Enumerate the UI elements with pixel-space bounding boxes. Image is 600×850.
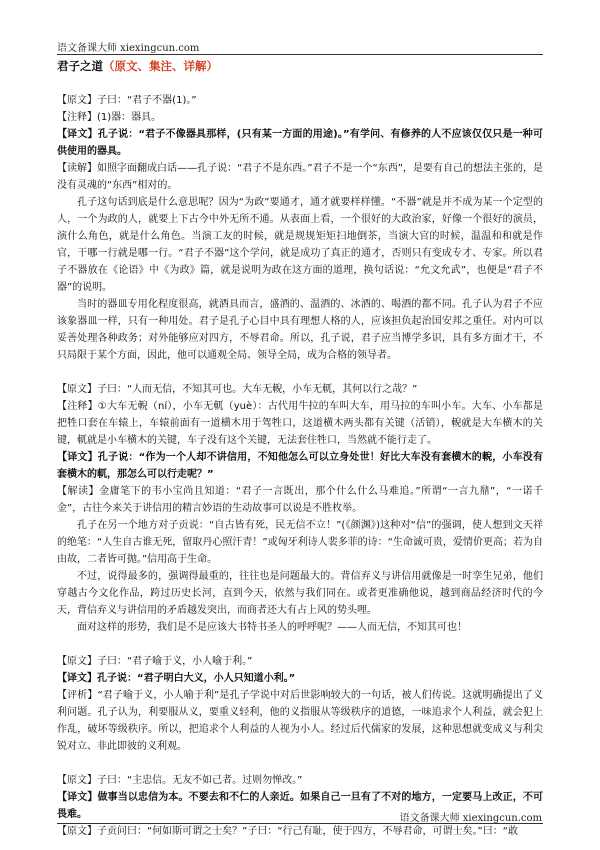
paragraph-dujie-1: 【读解】如照字面翻成白话——孔子说：“君子不是东西。”君子不是一个“东西”，是要有自己的想法主张的，是没有灵魂的“东西”相对的。 (57, 163, 543, 191)
section-gap (57, 636, 543, 653)
paragraph-yiwen-3: 【译文】孔子说：“君子明白大义，小人只知道小利。” (57, 673, 296, 684)
paragraph-yuanwen-1: 【原文】子曰：“君子不器(1)。” (57, 95, 197, 106)
paragraph-zhushi-2: 【注释】①大车无輗（ní），小车无軏（yuè）：古代用牛拉的车叫大车，用马拉的车叫小车。大车、小车都是把牲口套在车辕上，车辕前面有一道横木用于驾牲口，这道横木两头都有关键（活销），輗就是大车横木的关键，軏就是小车横木的关键，车子没有这个关键，无法套住牲口，当然就不能行走了。 (57, 401, 543, 446)
paragraph-yiwen-2: 【译文】孔子说：“作为一个人却不讲信用，不知他怎么可以立身处世！好比大车没有套横木的輗，小车没有套横木的軏，那怎么可以行走呢？” (57, 452, 543, 480)
document-body (57, 92, 543, 840)
paragraph-yiwen-4: 【译文】做事当以忠信为本。不要去和不仁的人亲近。如果自己一旦有了不对的地方，一定要马上改正，不可畏难。 (57, 792, 543, 820)
title-subtitle: （原文、集注、详解） (103, 59, 218, 73)
paragraph-yuanwen-4: 【原文】子曰：“主忠信。无友不如己者。过则勿惮改。” (57, 775, 303, 786)
section-gap (57, 364, 543, 381)
paragraph-body-4: 不过，说得最多的，强调得最重的，往往也是问题最大的。背信弃义与讲信用就像是一时孪生兄弟，他们穿越古今文化作品，跨过历史长河，直到今天，依然与我们同在。或者更准确他说，越到商品经济时代的今天，背信弃义与讲信用的矛盾越发突出，而商者还大有占上风的势头哩。 (57, 571, 543, 616)
paragraph-yuanwen-2: 【原文】子曰：“人而无信，不知其可也。大车无輗，小车无軏，其何以行之哉？” (57, 384, 418, 395)
paragraph-body-3: 孔子在另一个地方对子贡说：“自古皆有死，民无信不立！”(《颜渊》)这种对“信”的强调，使人想到文天祥的绝笔：“人生自古谁无死，留取丹心照汗青！”或匈牙利诗人裴多菲的诗：“生命诚可贵，爱情价更高；若为自由故，二者皆可抛。”信用高于生命。 (57, 520, 543, 565)
title-main: 君子之道 (57, 59, 103, 73)
paragraph-zhushi-1: 【注释】(1)器：器具。 (57, 112, 162, 123)
page-title (57, 58, 218, 74)
paragraph-pingxi-3: 【评析】“君子喻于义，小人喻于利”是孔子学说中对后世影响较大的一句话，被人们传说。这就明确提出了义利问题。孔子认为，利要服从义，要重义轻利，他的义指服从等级秩序的道德，一味追求个人利益，就会犯上作乱，破坏等级秩序。所以，把追求个人利益的人视为小人。经过后代儒家的发展，这种思想就变成义与利尖锐对立、非此即彼的义利观。 (57, 690, 543, 752)
paragraph-body-5: 面对这样的形势，我们是不是应该大书特书圣人的呼呼呢？——人而无信，不知其可也！ (77, 622, 467, 633)
paragraph-yuanwen-3: 【原文】子曰：“君子喻于义，小人喻于利。” (57, 656, 253, 667)
paragraph-body-2: 当时的器皿专用化程度很高，就酒具而言，盛酒的、温酒的、冰酒的、喝酒的都不同。孔子认为君子不应该象器皿一样，只有一种用处。君子是孔子心目中具有理想人格的人，应该担负起治国安邦之重任。对内可以妥善处理各种政务；对外能够应对四方，不辱君命。所以，孔子说，君子应当博学多识，具有多方面才干，不只局限于某个方面，因此，他可以通观全局、领导全局，成为合格的领导者。 (57, 299, 543, 361)
paragraph-body-1: 孔子这句话到底是什么意思呢？因为“为政”要通才，通才就要样样懂。“不器”就是并不成为某一个定型的人，一个为政的人，就要上下古今中外无所不通。从表面上看，一个很好的大政治家，好像一个很好的演员，演什么角色，就是什么角色。当演工友的时候，就是规规矩矩扫地倒茶，当演大官的时候，温温和和就是作官，干哪一行就是哪一行。“君子不器”这个学问，就是成功了真正的通才，否则只有变成专才、专家。所以君子不器放在《论语》中《为政》篇，就是说明为政在这方面的道理，换句话说：“允文允武”，也便是“君子不器”的说明。 (57, 197, 543, 293)
header-rule (57, 54, 543, 55)
page-footer-site: 语文备课大师 xiexingcun.com (399, 813, 542, 824)
footer-rule (57, 823, 543, 824)
paragraph-yiwen-1: 【译文】孔子说：“君子不像器具那样，(只有某一方面的用途)。”有学问、有修养的人不应该仅仅只是一种可供使用的器具。 (57, 129, 543, 157)
paragraph-yuanwen-5: 【原文】子贡问曰：“何如斯可谓之士矣？”子曰：“行己有耻，使于四方，不辱君命，可谓士矣。”曰：“敢 (57, 826, 518, 837)
page-header-site: 语文备课大师 xiexingcun.com (57, 43, 200, 54)
section-gap (57, 755, 543, 772)
paragraph-jiedu-2: 【解读】金庸笔下的韦小宝尚且知道：“君子一言既出，那个什么什么马难追。”所谓“一言九鼎”，“一诺千金”，古往今来关于讲信用的精言妙语的生动故事可以说是不胜枚举。 (57, 486, 543, 514)
